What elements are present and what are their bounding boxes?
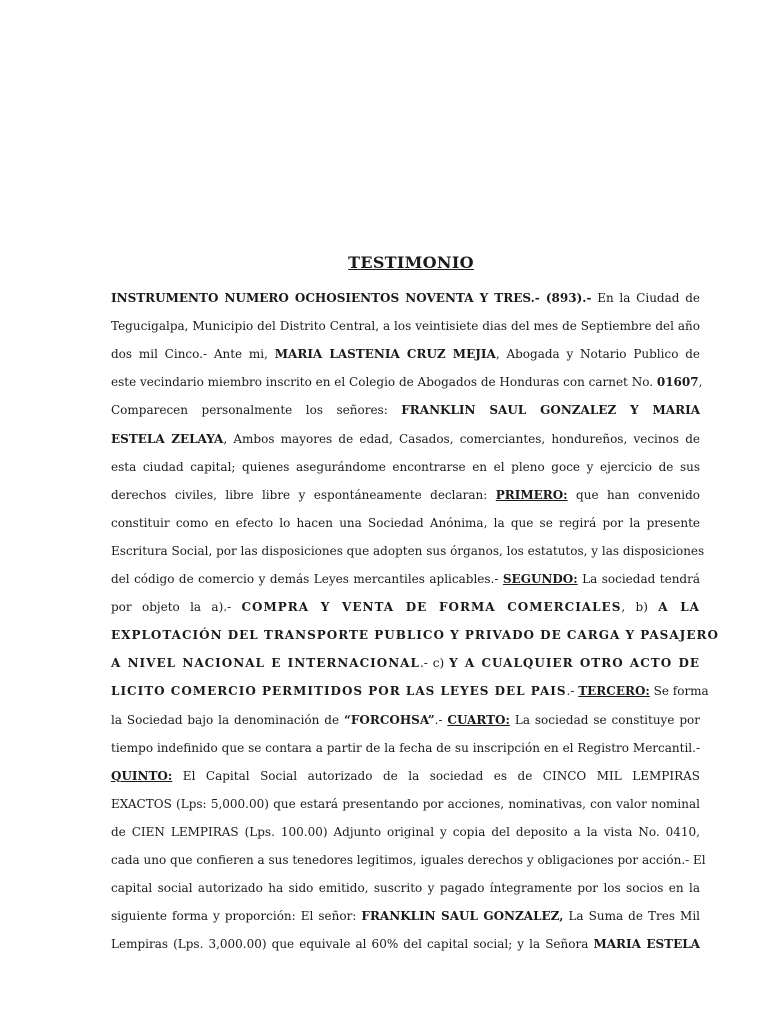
text-run-b: ESTELA ZELAYA — [111, 431, 224, 446]
text-run: .- — [566, 684, 579, 699]
text-line — [111, 710, 700, 730]
text-run-b: EXPLOTACIÓN DEL TRANSPORTE PUBLICO Y PRIVADO DE CARGA Y PASAJERO — [111, 628, 719, 643]
text-run-bu: TERCERO: — [578, 684, 650, 699]
text-line — [111, 400, 700, 420]
text-run: Tegucigalpa, Municipio del Distrito Central, a los veintisiete dias del mes de Septiembre del año — [111, 319, 700, 334]
text-run: que han convenido — [567, 487, 700, 502]
text-line — [111, 597, 700, 617]
text-run-b: FRANKLIN SAUL GONZALEZ Y MARIA — [401, 403, 701, 418]
text-line — [111, 850, 706, 870]
text-run: , b) — [621, 600, 659, 615]
text-run-b: INSTRUMENTO NUMERO OCHOSIENTOS NOVENTA Y TRES.- (893).- — [111, 291, 592, 305]
text-run: derechos civiles, libre libre y espontáneamente declaran: — [111, 487, 496, 502]
text-line — [111, 569, 700, 589]
text-line — [111, 766, 700, 786]
text-run: EXACTOS (Lps: 5,000.00) que estará presentando por acciones, nominativas, con valor nominal — [111, 796, 700, 811]
text-run: del código de comercio y demás Leyes mercantiles aplicables.- — [111, 572, 503, 586]
text-run: dos mil Cinco.- Ante mi, — [111, 347, 275, 362]
text-line — [111, 457, 700, 477]
text-run: Lempiras (Lps. 3,000.00) que equivale al 60% del capital social; y la Señora — [111, 937, 594, 952]
text-line — [111, 513, 700, 533]
text-line — [111, 541, 705, 561]
text-run-bu: CUARTO: — [447, 712, 510, 727]
text-line — [111, 878, 700, 898]
text-line — [111, 934, 700, 954]
text-run: constituir como en efecto lo hacen una Sociedad Anónima, la que se regirá por la presente — [111, 515, 700, 530]
text-line — [111, 906, 700, 926]
text-run: La sociedad se constituye por — [509, 712, 700, 727]
text-run-b: 01607 — [656, 375, 699, 390]
text-line — [111, 625, 719, 645]
text-run-b: A NIVEL NACIONAL E INTERNACIONAL — [111, 656, 420, 671]
text-run: Escritura Social, por las disposiciones que adopten sus órganos, los estatutos, y las disposiciones — [111, 543, 705, 558]
text-run: capital social autorizado ha sido emitido, suscrito y pagado íntegramente por los socios en la — [111, 881, 700, 896]
text-run: En la Ciudad de — [591, 291, 700, 305]
text-run: La Suma de Tres Mil — [563, 909, 700, 924]
text-line — [111, 316, 700, 336]
text-run-b: “FORCOHSA” — [343, 712, 435, 727]
text-run: El Capital Social autorizado de la sociedad es de CINCO MIL LEMPIRAS — [172, 768, 700, 783]
text-run: siguiente forma y proporción: El señor: — [111, 909, 362, 924]
text-run: este vecindario miembro inscrito en el Colegio de Abogados de Honduras con carnet No. — [111, 375, 657, 390]
text-line — [111, 681, 709, 701]
text-line — [111, 822, 700, 842]
text-run: .- c) — [419, 656, 450, 671]
text-run-b: Y A CUALQUIER OTRO ACTO DE — [449, 656, 701, 671]
text-run: Se forma — [649, 684, 709, 699]
text-run: .- — [434, 712, 448, 727]
text-line — [111, 653, 700, 673]
text-line — [111, 288, 700, 308]
text-run: esta ciudad capital; quienes asegurándome encontrarse en el pleno goce y ejercicio de sus — [111, 459, 700, 474]
text-line — [111, 429, 700, 449]
text-run: la Sociedad bajo la denominación de — [111, 712, 344, 727]
text-run: La sociedad tendrá — [577, 572, 700, 586]
text-line — [111, 344, 700, 364]
text-run-b: MARIA LASTENIA CRUZ MEJIA — [274, 347, 496, 362]
text-run-b: LICITO COMERCIO PERMITIDOS POR LAS LEYES DEL PAIS — [111, 684, 567, 699]
text-run-bu: QUINTO: — [111, 768, 173, 783]
text-run-b: FRANKLIN SAUL GONZALEZ, — [361, 909, 564, 924]
text-run-b: COMPRA Y VENTA DE FORMA COMERCIALES — [241, 600, 622, 615]
text-run-bu: SEGUNDO: — [502, 572, 578, 586]
text-run: Comparecen personalmente los señores: — [111, 403, 402, 418]
text-run: , Ambos mayores de edad, Casados, comerciantes, hondureños, vecinos de — [223, 431, 700, 446]
text-line — [111, 372, 703, 392]
document-title: TESTIMONIO — [348, 253, 474, 272]
text-run: de CIEN LEMPIRAS (Lps. 100.00) Adjunto original y copia del deposito a la vista No. 0410, — [111, 824, 700, 839]
text-run: , — [698, 375, 703, 390]
text-run: tiempo indefinido que se contara a partir de la fecha de su inscripción en el Registro Mercantil.- — [111, 740, 700, 755]
text-line — [111, 794, 700, 814]
text-line — [111, 738, 700, 758]
text-run: por objeto la a).- — [111, 600, 242, 615]
text-run: cada uno que confieren a sus tenedores legitimos, iguales derechos y obligaciones por acción.- El — [111, 853, 706, 867]
text-run-bu: PRIMERO: — [495, 487, 568, 502]
text-run-b: MARIA ESTELA — [593, 937, 700, 952]
text-line — [111, 485, 700, 505]
text-run: , Abogada y Notario Publico de — [495, 347, 700, 362]
text-run-b: A LA — [658, 600, 700, 615]
